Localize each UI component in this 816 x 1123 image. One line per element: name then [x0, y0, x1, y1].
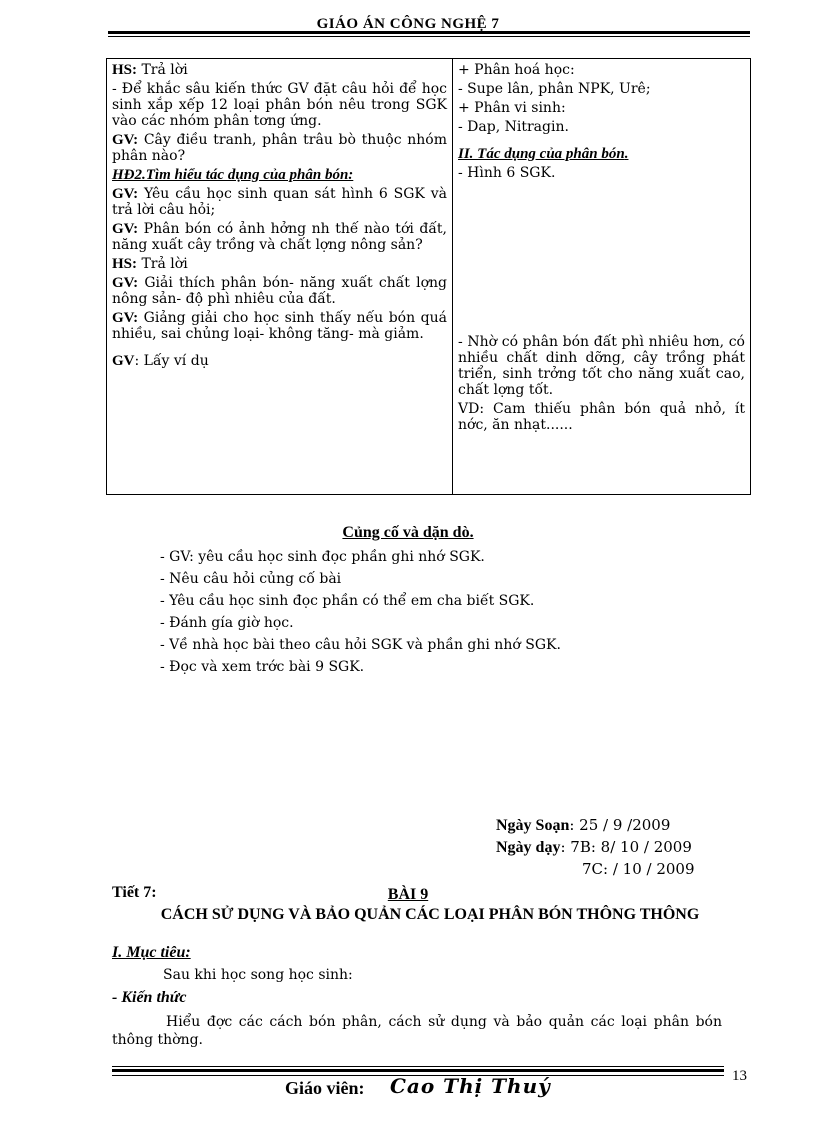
spacer: [112, 345, 447, 353]
left-paragraph: [112, 81, 447, 129]
header-rule-thin: [108, 36, 750, 37]
consolidation-item: - Nêu câu hỏi củng cố bài: [160, 571, 342, 587]
paragraph-text: + Phân vi sinh:: [458, 100, 566, 116]
teacher-label: Giáo viên:: [285, 1078, 365, 1098]
right-paragraph: [458, 334, 745, 398]
period-label: Tiết 7:: [112, 884, 157, 901]
right-paragraph: [458, 401, 745, 433]
paragraph-text: Yêu cầu học sinh quan sát hình 6 SGK và trả lời câu hỏi;: [112, 186, 447, 218]
teach-date-value: : 7B: 8/ 10 / 2009: [560, 838, 692, 856]
paragraph-text: Trả lời: [137, 256, 188, 272]
teacher-signature-name: Cao Thị Thuý: [390, 1074, 551, 1098]
paragraph-text: Giải thích phân bón- năng xuất chất lợng nông sản- độ phì nhiêu của đất.: [112, 275, 447, 307]
section-heading-text: HĐ2.Tìm hiểu tác dụng của phân bón:: [112, 167, 354, 183]
right-paragraph: [458, 81, 745, 97]
speaker-label: GV: [112, 353, 135, 369]
paragraph-text: - Hình 6 SGK.: [458, 165, 556, 181]
objectives-heading: I. Mục tiêu:: [112, 944, 191, 961]
left-paragraph: [112, 256, 447, 272]
consolidation-title-text: Củng cố và dặn dò: [342, 524, 470, 541]
consolidation-title: Củng cố và dặn dò.: [342, 524, 474, 541]
prep-date-line: [496, 816, 670, 835]
page-number: 13: [732, 1068, 747, 1084]
left-paragraph: [112, 275, 447, 307]
paragraph-text: - Supe lân, phân NPK, Urê;: [458, 81, 651, 97]
lesson-title: CÁCH SỬ DỤNG VÀ BẢO QUẢN CÁC LOẠI PHÂN BÓN THÔNG THÔNG: [160, 906, 700, 923]
left-paragraph: [112, 353, 447, 369]
prep-date-value: : 25 / 9 /2009: [569, 816, 671, 834]
consolidation-item: - GV: yêu cầu học sinh đọc phần ghi nhớ SGK.: [160, 549, 485, 565]
document-header-title: GIÁO ÁN CÔNG NGHỆ 7: [316, 16, 500, 32]
content-column: [453, 59, 751, 495]
teach-date-label: Ngày dạy: [496, 839, 561, 856]
consolidation-item: - Đọc và xem trớc bài 9 SGK.: [160, 659, 365, 675]
consolidation-list: [160, 546, 561, 678]
prep-date-label: Ngày Soạn: [496, 817, 570, 834]
left-paragraph: [112, 310, 447, 342]
paragraph-text: - Nhờ có phân bón đất phì nhiêu hơn, có nhiều chất dinh dỡng, cây trồng phát triển, sinh trởng tốt cho năng xuất cao, chất lợng tốt.: [458, 334, 745, 398]
right-paragraph: [458, 165, 745, 181]
consolidation-item: - Yêu cầu học sinh đọc phần có thể em cha biết SGK.: [160, 593, 535, 609]
left-section-heading: [112, 167, 447, 183]
paragraph-text: - Để khắc sâu kiến thức GV đặt câu hỏi để học sinh xắp xếp 12 loại phân bón nêu trong SGK vào các nhóm phân tơng ứng.: [112, 81, 447, 129]
left-paragraph: [112, 221, 447, 253]
paragraph-text: Cây điều tranh, phân trâu bò thuộc nhóm phân nào?: [112, 132, 447, 164]
consolidation-item: - Về nhà học bài theo câu hỏi SGK và phần ghi nhớ SGK.: [160, 637, 561, 653]
speaker-label: HS:: [112, 62, 138, 78]
paragraph-text: VD: Cam thiếu phân bón quả nhỏ, ít nớc, ăn nhạt......: [458, 401, 745, 433]
footer-rule-thick: [112, 1069, 724, 1072]
header-rule-thick: [108, 31, 750, 34]
right-paragraph: [458, 100, 745, 116]
speaker-label: HS:: [112, 256, 138, 272]
teach-date-line: [496, 838, 692, 857]
speaker-label: GV:: [112, 221, 139, 237]
lesson-number: [0, 886, 816, 904]
spacer: [458, 138, 745, 146]
paragraph-text: + Phân hoá học:: [458, 62, 575, 78]
right-section-heading: [458, 146, 745, 162]
paragraph-text: Giảng giải cho học sinh thấy nếu bón quá nhiều, sai chủng loại- không tăng- mà giảm.: [112, 310, 447, 342]
speaker-label: GV:: [112, 132, 139, 148]
paragraph-text: : Lấy ví dụ: [134, 353, 209, 369]
left-paragraph: [112, 132, 447, 164]
section-heading-text: II. Tác dụng của phân bón: [458, 146, 625, 162]
consolidation-item: - Đánh gía giờ học.: [160, 615, 294, 631]
teach-date-line-2: 7C: / 10 / 2009: [582, 860, 695, 878]
footer-rule-top: [112, 1066, 724, 1067]
right-paragraph: [458, 119, 745, 135]
paragraph-text: Phân bón có ảnh hởng nh thế nào tới đất, năng xuất cây trồng và chất lợng nông sản?: [112, 221, 447, 253]
knowledge-text: Hiểu đợc các cách bón phân, cách sử dụng và bảo quản các loại phân bón thông thờng.: [112, 1014, 722, 1048]
paragraph-text: Trả lời: [137, 62, 188, 78]
spacer: [458, 184, 745, 334]
speaker-label: GV:: [112, 310, 139, 326]
left-paragraph: [112, 62, 447, 78]
lesson-activity-table: [106, 58, 751, 495]
speaker-label: GV:: [112, 275, 139, 291]
teacher-student-activities-column: [107, 59, 453, 495]
knowledge-heading: - Kiến thức: [112, 989, 187, 1006]
left-paragraph: [112, 186, 447, 218]
heading-suffix: .: [624, 146, 629, 162]
right-paragraph: [458, 62, 745, 78]
speaker-label: GV:: [112, 186, 139, 202]
lesson-number-text: BÀI 9: [387, 886, 429, 903]
paragraph-text: - Dap, Nitragin.: [458, 119, 569, 135]
objectives-intro: Sau khi học song học sinh:: [163, 967, 353, 983]
